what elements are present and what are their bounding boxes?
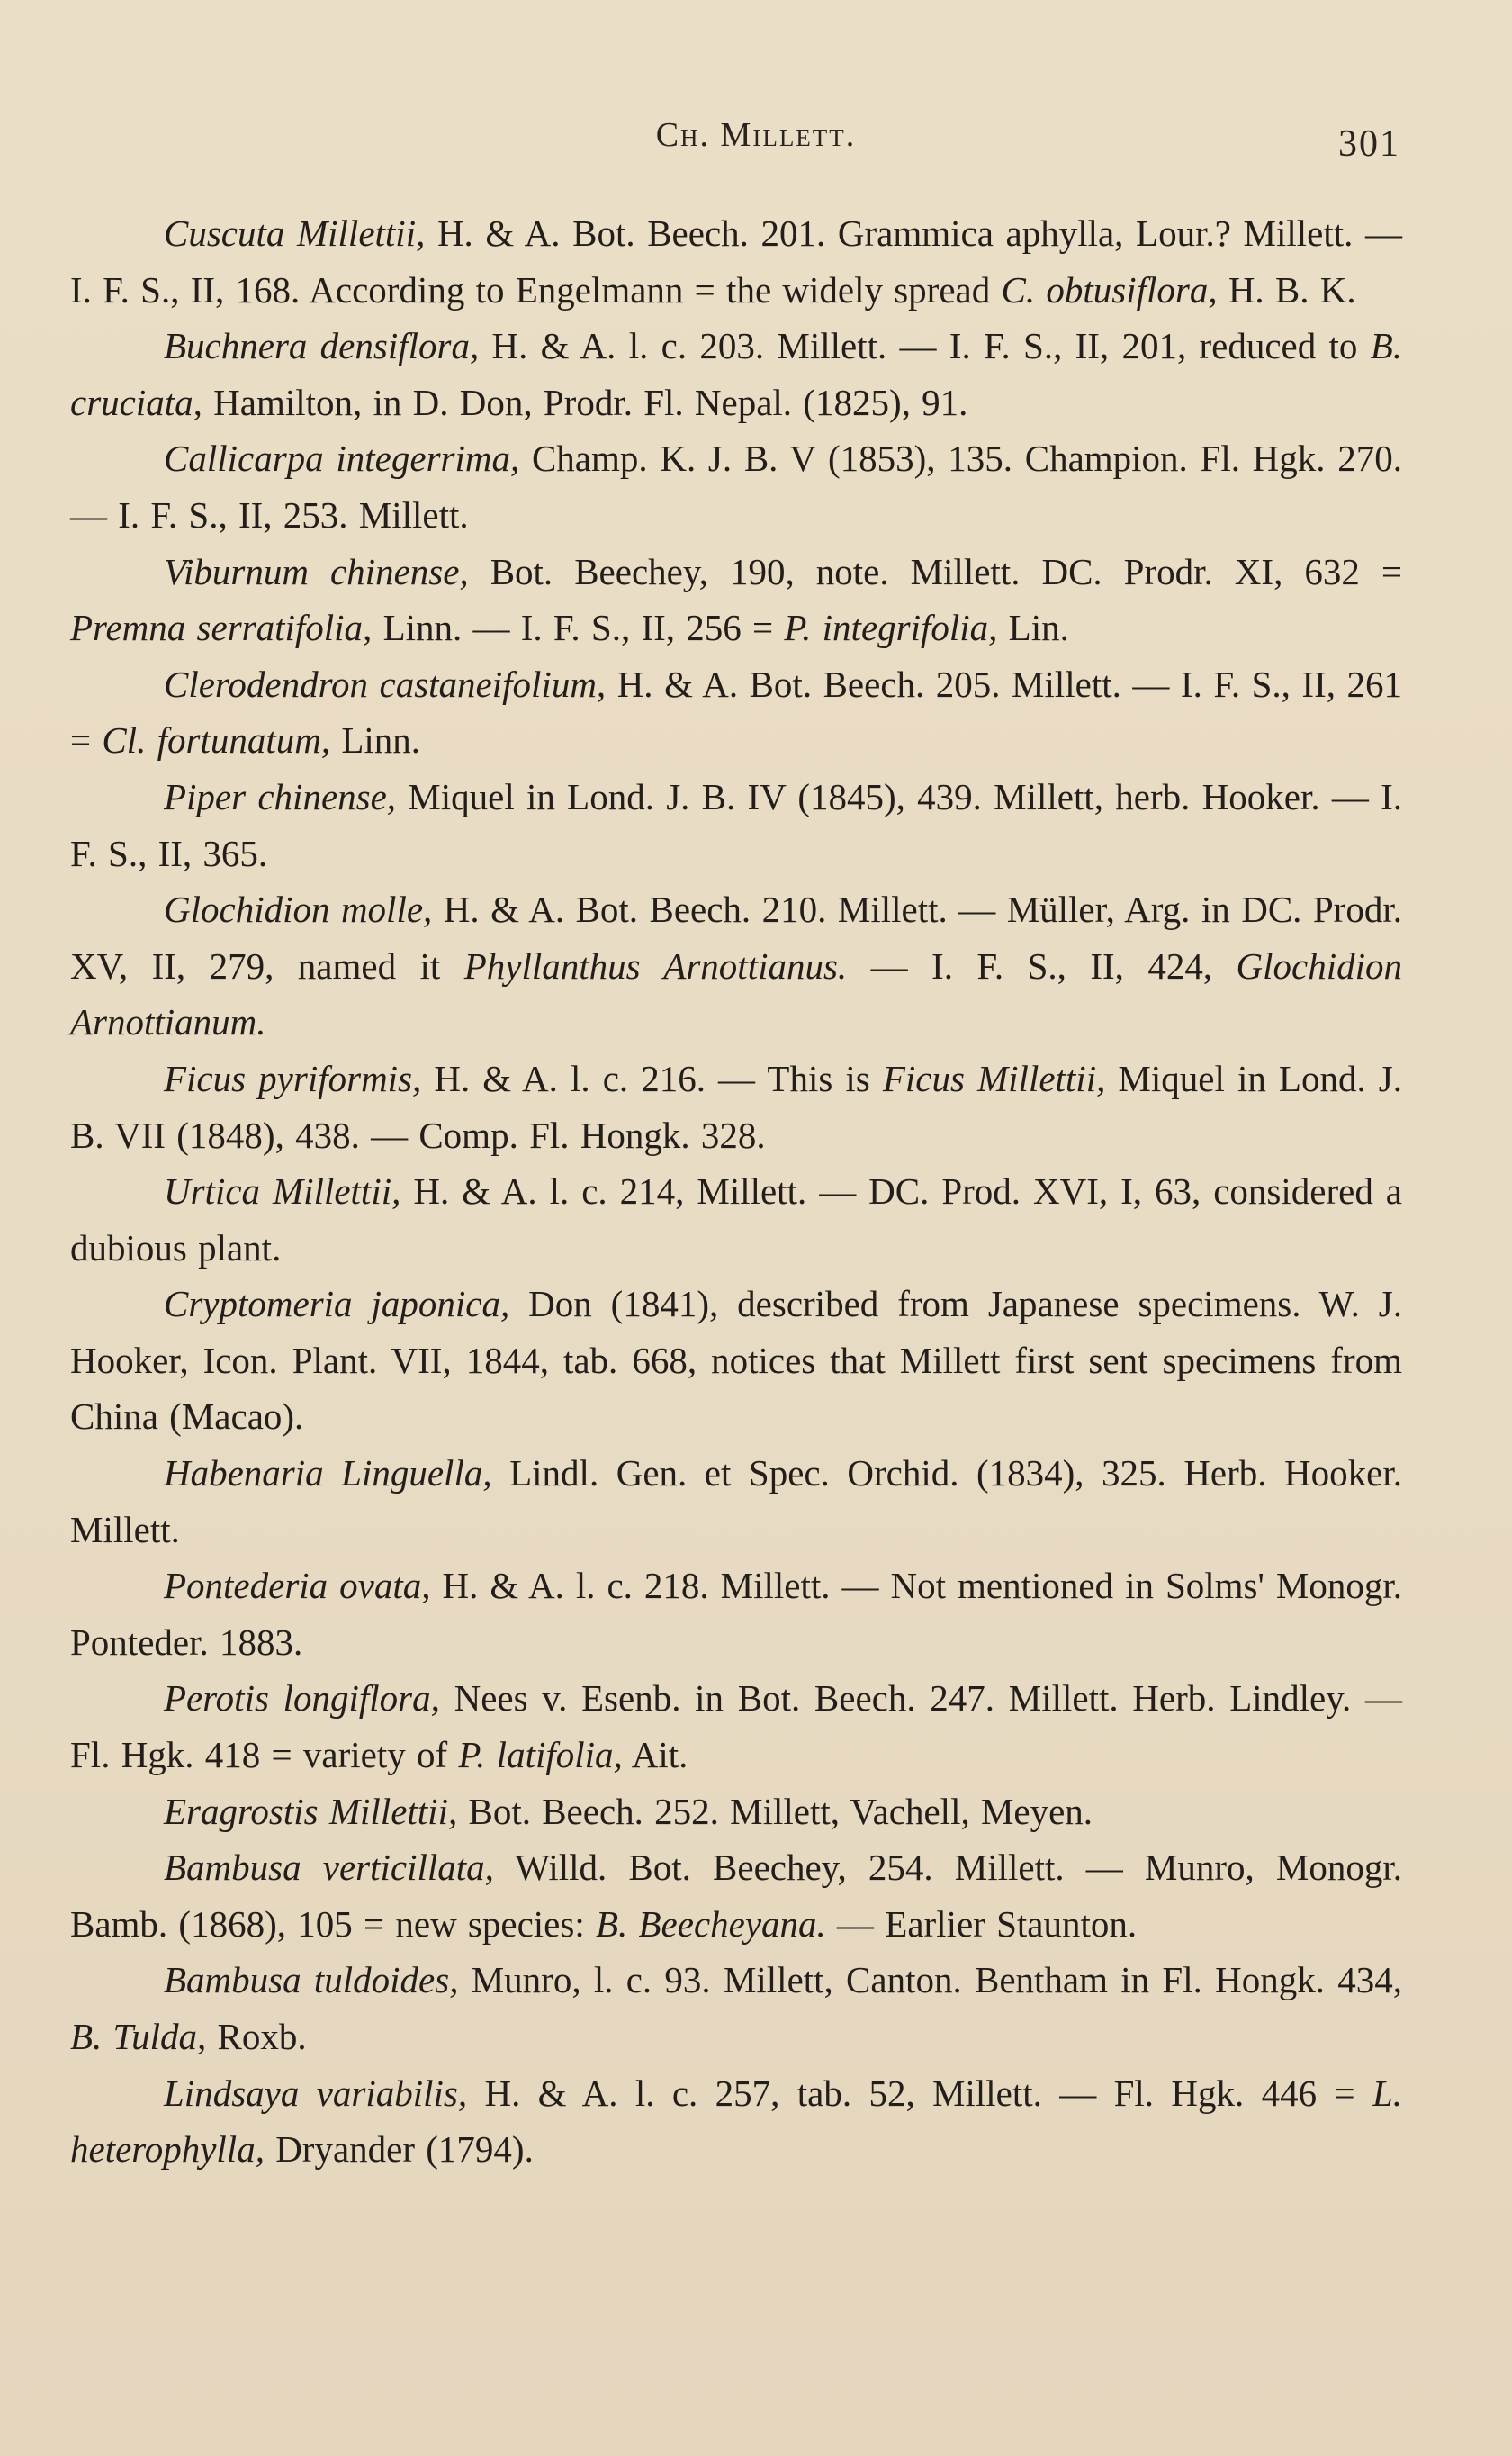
entry-text: Lin. (997, 607, 1069, 649)
entry-text: H. & A. l. c. 218. Millett. — Not mentioned in Solms' Monogr. Ponteder. 1883. (70, 1565, 1402, 1663)
italic-name: Callicarpa integerrima, (164, 438, 520, 480)
species-entry (70, 1670, 1402, 1783)
species-entry (70, 1163, 1402, 1276)
italic-name: Phyllanthus Arnottianus. (464, 944, 848, 987)
entry-text: Ait. (622, 1734, 688, 1776)
entry-text: Miquel in Lond. J. B. IV (1845), 439. Millett, herb. Hooker. — I. F. S., II, 365. (70, 775, 1403, 874)
entry-text: Bot. Beech. 252. Millett, Vachell, Meyen. (457, 1790, 1094, 1832)
entry-text: Linn. — I. F. S., II, 256 = (372, 607, 785, 649)
entry-text: H. & A. l. c. 214, Millett. — DC. Prod. XVI, I, 63, considered a dubious plant. (70, 1170, 1402, 1269)
entry-list (70, 205, 1402, 2178)
species-entry (70, 1839, 1402, 1952)
entry-text: Champ. K. J. B. V (1853), 135. Champion. Fl. Hgk. 270. — I. F. S., II, 253. Millett. (70, 438, 1402, 536)
italic-name: Bambusa verticillata, (164, 1847, 494, 1889)
italic-name: Viburnum chinense, (164, 550, 469, 592)
species-entry (70, 1276, 1402, 1445)
species-entry (70, 2065, 1402, 2178)
italic-name: Glochidion Arnottianum. (70, 944, 1402, 1043)
entry-text: H. & A. l. c. 203. Millett. — I. F. S., II, 201, reduced to (479, 325, 1371, 367)
page-number: 301 (1338, 123, 1400, 165)
italic-name: Cryptomeria japonica, (164, 1283, 510, 1325)
italic-name: Perotis longiflora, (164, 1677, 440, 1720)
italic-name: B. Tulda, (70, 2016, 207, 2057)
species-entry (70, 318, 1402, 430)
entry-text: Linn. (330, 719, 421, 762)
italic-name: Buchnera densiflora, (164, 325, 480, 367)
italic-name: P. latifolia, (458, 1734, 623, 1776)
species-entry (70, 656, 1402, 769)
entry-text: H. B. K. (1217, 268, 1356, 311)
species-entry (70, 769, 1402, 881)
entry-text: Bot. Beechey, 190, note. Millett. DC. Prodr. XI, 632 = (468, 550, 1402, 592)
italic-name: Glochidion molle, (164, 889, 433, 931)
entry-text: — Earlier Staunton. (825, 1902, 1138, 1945)
italic-name: P. integrifolia, (784, 607, 998, 649)
species-entry (70, 881, 1402, 1051)
italic-name: Piper chinense, (164, 775, 397, 817)
species-entry (70, 1783, 1402, 1840)
entry-text: Miquel in Lond. J. B. VII (1848), 438. — Comp. Fl. Hongk. 328. (70, 1057, 1403, 1156)
entry-text: H. & A. l. c. 216. — This is (421, 1057, 883, 1099)
italic-name: B. Beecheyana. (595, 1902, 826, 1945)
species-entry (70, 1445, 1402, 1558)
entry-text: — I. F. S., II, 424, (847, 944, 1237, 987)
italic-name: Clerodendron castaneifolium, (164, 663, 607, 705)
species-entry (70, 544, 1402, 656)
italic-name: Cuscuta Millettii, (164, 212, 426, 254)
species-entry (70, 1051, 1402, 1163)
entry-text: Willd. Bot. Beechey, 254. Millett. — Munro, Monogr. Bamb. (1868), 105 = new species: (70, 1847, 1402, 1945)
entry-text: H. & A. Bot. Beech. 210. Millett. — Müller, Arg. in DC. Prodr. XV, II, 279, named it (70, 889, 1402, 987)
entry-text: H. & A. Bot. Beech. 205. Millett. — I. F. S., II, 261 = (70, 663, 1402, 762)
italic-name: Pontederia ovata, (164, 1565, 431, 1607)
italic-name: Lindsaya variabilis, (164, 2072, 468, 2114)
italic-name: Urtica Millettii, (164, 1170, 401, 1213)
italic-name: B. cruciata, (70, 325, 1402, 423)
italic-name: L. heterophylla, (70, 2072, 1402, 2171)
italic-name: Premna serratifolia, (70, 607, 373, 649)
species-entry (70, 1952, 1402, 2064)
entry-text: Lindl. Gen. et Spec. Orchid. (1834), 325. Herb. Hooker. Millett. (70, 1452, 1402, 1550)
italic-name: Cl. fortunatum, (102, 719, 331, 762)
entry-text: H. & A. l. c. 257, tab. 52, Millett. — Fl. Hgk. 446 = (467, 2072, 1372, 2114)
running-head: Ch. Millett. (655, 116, 857, 154)
entry-text: Don (1841), described from Japanese specimens. W. J. Hooker, Icon. Plant. VII, 1844, tab. 668, notices that Millett first sent specimens from China (Macao). (70, 1283, 1402, 1438)
italic-name: C. obtusiflora, (1001, 268, 1218, 311)
entry-text: H. & A. Bot. Beech. 201. Grammica aphylla, Lour.? Millett. — I. F. S., II, 168. According to Engelmann = the widely spread (70, 212, 1402, 311)
species-entry (70, 1558, 1402, 1670)
species-entry (70, 205, 1402, 318)
species-entry (70, 430, 1402, 543)
entry-text: Hamilton, in D. Don, Prodr. Fl. Nepal. (1825), 91. (202, 381, 968, 423)
italic-name: Habenaria Linguella, (164, 1452, 492, 1494)
italic-name: Bambusa tuldoides, (164, 1959, 459, 2001)
italic-name: Ficus pyriformis, (164, 1057, 422, 1099)
italic-name: Ficus Millettii, (882, 1057, 1106, 1099)
entry-text: Nees v. Esenb. in Bot. Beech. 247. Millett. Herb. Lindley. — Fl. Hgk. 418 = variety of (70, 1677, 1403, 1776)
entry-text: Dryander (1794). (264, 2128, 534, 2171)
italic-name: Eragrostis Millettii, (164, 1790, 458, 1832)
entry-text: Munro, l. c. 93. Millett, Canton. Bentham in Fl. Hongk. 434, (458, 1959, 1402, 2001)
entry-text: Roxb. (206, 2016, 307, 2057)
